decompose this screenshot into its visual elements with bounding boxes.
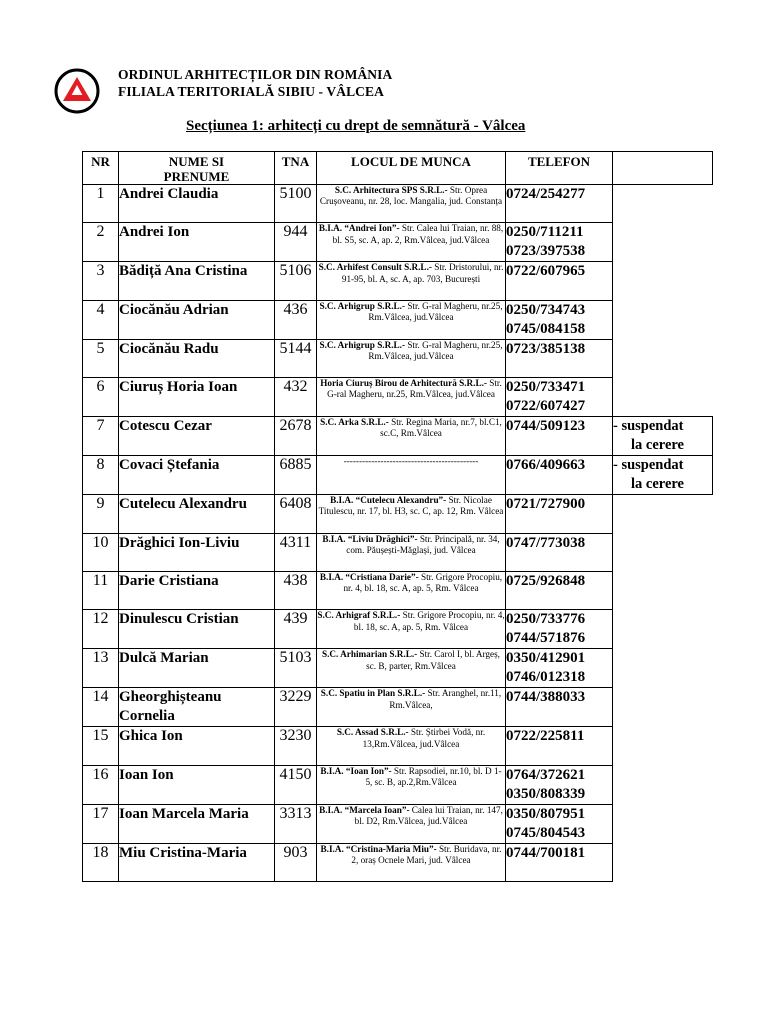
table-row <box>83 456 713 495</box>
workplace-company: B.I.A. “Liviu Drăghici”- <box>322 533 418 544</box>
row-number: 9 <box>83 495 119 533</box>
row-number: 3 <box>83 262 119 300</box>
row-number: 14 <box>83 688 119 727</box>
status-note-empty <box>613 688 713 727</box>
tna-number: 6885 <box>275 456 317 495</box>
table-row <box>83 262 713 300</box>
architect-name: Gheorghișteanu Cornelia <box>119 688 275 727</box>
tna-number: 436 <box>275 300 317 339</box>
phone-secondary: 0350/808339 <box>506 785 586 802</box>
phone-numbers <box>506 223 613 262</box>
col-header-blank <box>613 152 713 185</box>
tna-number: 5106 <box>275 262 317 300</box>
row-number: 2 <box>83 223 119 262</box>
row-number: 6 <box>83 378 119 417</box>
status-note-empty <box>613 804 713 843</box>
phone-primary: 0250/711211 <box>506 224 584 241</box>
row-number: 11 <box>83 571 119 609</box>
tna-number: 5103 <box>275 649 317 688</box>
phone-numbers <box>506 378 613 417</box>
architect-name: Ghica Ion <box>119 727 275 765</box>
architect-name: Dulcă Marian <box>119 649 275 688</box>
phone-numbers <box>506 417 613 456</box>
col-header-name-line1: NUME SI <box>168 154 225 169</box>
workplace-address: Calea lui Traian, nr. 147, bl. D2, Rm.Vâlcea, jud.Vâlcea <box>354 804 503 827</box>
status-note-empty <box>613 571 713 609</box>
tna-number: 4150 <box>275 765 317 804</box>
phone-numbers <box>506 843 613 881</box>
workplace-company: B.I.A. “Cristina-Maria Miu”- <box>320 843 437 854</box>
tna-number: 5100 <box>275 185 317 223</box>
workplace-address: Str. Grigore Procopiu, nr. 4, bl. 18, sc. A, ap. 5, Rm. Vâlcea <box>353 610 505 632</box>
phone-primary: 0250/733776 <box>506 611 586 628</box>
table-row <box>83 339 713 377</box>
col-header-tel: TELEFON <box>506 152 613 185</box>
phone-numbers <box>506 727 613 765</box>
row-number: 1 <box>83 185 119 223</box>
workplace-address: Str. Știrbei Vodă, nr. 13,Rm.Vâlcea, jud.Vâlcea <box>362 727 486 749</box>
workplace-address: Str. G-ral Magheru, nr.25, Rm.Vâlcea, jud.Vâlcea <box>368 339 503 362</box>
workplace <box>317 804 506 843</box>
workplace-company: S.C. Arhigraf S.R.L.- <box>317 610 401 621</box>
workplace-company: B.I.A. “Marcela Ioan”- <box>319 804 410 815</box>
workplace-company: Horia Ciuruș Birou de Arhitectură S.R.L.- <box>320 378 487 389</box>
organization-header <box>118 66 392 100</box>
tna-number: 6408 <box>275 495 317 533</box>
phone-numbers <box>506 185 613 223</box>
phone-numbers <box>506 804 613 843</box>
table-row <box>83 649 713 688</box>
phone-numbers <box>506 610 613 649</box>
status-note-line2: la cerere <box>631 476 684 493</box>
architect-name: Dinulescu Cristian <box>119 610 275 649</box>
row-number: 18 <box>83 843 119 881</box>
phone-numbers <box>506 262 613 300</box>
phone-primary: 0350/412901 <box>506 650 586 667</box>
phone-primary: 0744/509123 <box>506 418 586 435</box>
status-note-empty <box>613 339 713 377</box>
workplace-company: S.C. Arhigrup S.R.L.- <box>319 339 406 350</box>
tna-number: 4311 <box>275 533 317 571</box>
status-note-empty <box>613 495 713 533</box>
table-row <box>83 300 713 339</box>
phone-numbers <box>506 533 613 571</box>
workplace-company: S.C. Spatiu in Plan S.R.L.- <box>320 688 426 699</box>
workplace <box>317 223 506 262</box>
status-note <box>613 456 713 495</box>
phone-secondary: 0745/804543 <box>506 824 586 841</box>
architect-name: Miu Cristina-Maria <box>119 843 275 881</box>
architects-table <box>82 151 713 882</box>
workplace <box>317 456 506 495</box>
status-note-empty <box>613 765 713 804</box>
status-note-empty <box>613 533 713 571</box>
tna-number: 439 <box>275 610 317 649</box>
workplace <box>317 649 506 688</box>
workplace-address: -------------------------------------------- <box>343 456 479 467</box>
workplace-address: Str. Regina Maria, nr.7, bl.C1, sc.C, Rm.Vâlcea <box>380 417 502 439</box>
phone-primary: 0724/254277 <box>506 186 586 202</box>
table-row <box>83 765 713 804</box>
workplace <box>317 610 506 649</box>
phone-primary: 0744/700181 <box>506 844 586 861</box>
status-note-line1: - suspendat <box>613 418 684 435</box>
table-row <box>83 495 713 533</box>
row-number: 7 <box>83 417 119 456</box>
workplace <box>317 843 506 881</box>
phone-secondary: 0745/084158 <box>506 320 586 337</box>
row-number: 5 <box>83 339 119 377</box>
status-note-empty <box>613 610 713 649</box>
phone-primary: 0721/727900 <box>506 496 586 513</box>
workplace-address: Str. G-ral Magheru, nr.25, Rm.Vâlcea, jud.Vâlcea <box>368 300 503 323</box>
workplace <box>317 339 506 377</box>
tna-number: 903 <box>275 843 317 881</box>
phone-numbers <box>506 495 613 533</box>
status-note-line1: - suspendat <box>613 457 684 474</box>
phone-secondary: 0746/012318 <box>506 669 586 686</box>
workplace-address: Str. Nicolae Titulescu, nr. 17, bl. H3, sc. C, ap. 12, Rm. Vâlcea <box>318 495 504 517</box>
org-name: ORDINUL ARHITECȚILOR DIN ROMÂNIA <box>118 67 393 82</box>
architect-name: Ioan Ion <box>119 765 275 804</box>
workplace-address: Str. Buridava, nr. 2, oraș Ocnele Mari, jud. Vâlcea <box>351 843 502 866</box>
col-header-name <box>119 152 275 185</box>
workplace <box>317 417 506 456</box>
workplace-company: S.C. Arhimarian S.R.L.- <box>322 649 418 660</box>
workplace <box>317 378 506 417</box>
workplace <box>317 727 506 765</box>
phone-primary: 0744/388033 <box>506 689 586 706</box>
phone-secondary: 0722/607427 <box>506 398 586 415</box>
status-note-empty <box>613 649 713 688</box>
phone-primary: 0350/807951 <box>506 805 586 822</box>
workplace <box>317 262 506 300</box>
table-row <box>83 804 713 843</box>
phone-secondary: 0744/571876 <box>506 630 586 647</box>
architect-name: Darie Cristiana <box>119 571 275 609</box>
workplace-company: S.C. Assad S.R.L.- <box>336 727 409 738</box>
workplace-company: S.C. Arka S.R.L.- <box>320 417 389 428</box>
tna-number: 5144 <box>275 339 317 377</box>
status-note <box>613 417 713 456</box>
workplace-address: Str. Carol I, bl. Argeș, sc. B, parter, Rm.Vâlcea <box>366 649 500 671</box>
phone-numbers <box>506 300 613 339</box>
row-number: 15 <box>83 727 119 765</box>
architect-name: Andrei Claudia <box>119 185 275 223</box>
status-note-empty <box>613 300 713 339</box>
workplace <box>317 688 506 727</box>
table-row <box>83 417 713 456</box>
architect-name: Ioan Marcela Maria <box>119 804 275 843</box>
workplace-company: S.C. Arhigrup S.R.L.- <box>319 300 406 311</box>
workplace <box>317 495 506 533</box>
table-row <box>83 533 713 571</box>
phone-numbers <box>506 688 613 727</box>
status-note-empty <box>613 262 713 300</box>
phone-numbers <box>506 649 613 688</box>
workplace-company: B.I.A. “Cutelecu Alexandru”- <box>330 495 447 506</box>
tna-number: 2678 <box>275 417 317 456</box>
phone-primary: 0766/409663 <box>506 457 586 474</box>
table-header-row <box>83 152 713 185</box>
tna-number: 3313 <box>275 804 317 843</box>
workplace-company: S.C. Arhifest Consult S.R.L.- <box>318 262 432 273</box>
row-number: 12 <box>83 610 119 649</box>
phone-primary: 0250/734743 <box>506 301 586 318</box>
status-note-empty <box>613 185 713 223</box>
table-row <box>83 185 713 223</box>
org-branch: FILIALA TERITORIALĂ SIBIU - VÂLCEA <box>118 84 384 99</box>
phone-numbers <box>506 765 613 804</box>
row-number: 13 <box>83 649 119 688</box>
row-number: 17 <box>83 804 119 843</box>
phone-primary: 0725/926848 <box>506 572 586 589</box>
workplace-address: Str. Rapsodiei, nr.10, bl. D 1-5, sc. B, ap.2,Rm.Vâlcea <box>365 765 502 788</box>
tna-number: 3230 <box>275 727 317 765</box>
workplace-address: Str. Principală, nr. 34, com. Păușești-Măglași, jud. Vâlcea <box>346 533 500 555</box>
col-header-nr: NR <box>83 152 119 185</box>
workplace-company: B.I.A. “Ioan Ion”- <box>320 765 392 776</box>
status-note-empty <box>613 378 713 417</box>
col-header-tna: TNA <box>275 152 317 185</box>
status-note-empty <box>613 843 713 881</box>
phone-numbers <box>506 571 613 609</box>
architect-name: Bădiță Ana Cristina <box>119 262 275 300</box>
table-row <box>83 688 713 727</box>
row-number: 8 <box>83 456 119 495</box>
tna-number: 438 <box>275 571 317 609</box>
architect-name: Andrei Ion <box>119 223 275 262</box>
workplace <box>317 571 506 609</box>
phone-primary: 0747/773038 <box>506 534 586 551</box>
col-header-loc: LOCUL DE MUNCA <box>317 152 506 185</box>
workplace-company: B.I.A. “Cristiana Darie”- <box>319 571 419 582</box>
table-row <box>83 223 713 262</box>
workplace-address: Str. Oprea Crușoveanu, nr. 28, loc. Mangalia, jud. Constanța <box>319 185 503 207</box>
workplace-address: Str. Calea lui Traian, nr. 88, bl. S5, sc. A, ap. 2, Rm.Vâlcea, jud.Vâlcea <box>332 223 504 245</box>
tna-number: 3229 <box>275 688 317 727</box>
table-row <box>83 610 713 649</box>
status-note-line2: la cerere <box>631 437 684 454</box>
architect-name: Covaci Ștefania <box>119 456 275 495</box>
workplace-address: Str. Aranghel, nr.11, Rm.Vâlcea, <box>389 688 502 710</box>
table-row <box>83 727 713 765</box>
status-note-empty <box>613 727 713 765</box>
workplace <box>317 300 506 339</box>
architect-name: Ciocănău Adrian <box>119 300 275 339</box>
workplace-company: B.I.A. “Andrei Ion”- <box>318 223 400 234</box>
workplace <box>317 185 506 223</box>
architect-name: Cutelecu Alexandru <box>119 495 275 533</box>
section-title: Secțiunea 1: arhitecți cu drept de semnătură - Vâlcea <box>186 118 526 134</box>
phone-primary: 0250/733471 <box>506 379 586 396</box>
oar-logo <box>54 68 100 114</box>
phone-primary: 0722/225811 <box>506 728 585 745</box>
workplace-company: S.C. Arhitectura SPS S.R.L.- <box>334 185 448 195</box>
architect-name: Ciuruș Horia Ioan <box>119 378 275 417</box>
phone-secondary: 0723/397538 <box>506 243 586 260</box>
workplace-address: Str. G-ral Magheru, nr.25, Rm.Vâlcea, jud.Vâlcea <box>327 378 502 400</box>
tna-number: 944 <box>275 223 317 262</box>
table-row <box>83 571 713 609</box>
architect-name: Ciocănău Radu <box>119 339 275 377</box>
architect-name: Cotescu Cezar <box>119 417 275 456</box>
phone-primary: 0722/607965 <box>506 263 586 280</box>
status-note-empty <box>613 223 713 262</box>
phone-numbers <box>506 456 613 495</box>
workplace-address: Str. Grigore Procopiu, nr. 4, bl. 18, sc. A, ap. 5, Rm. Vâlcea <box>343 571 503 594</box>
architect-name: Drăghici Ion-Liviu <box>119 533 275 571</box>
col-header-name-line2: PRENUME <box>163 169 230 184</box>
row-number: 4 <box>83 300 119 339</box>
phone-primary: 0723/385138 <box>506 340 586 357</box>
workplace-address: Str. Dristorului, nr. 91-95, bl. A, sc. A, ap. 703, București <box>341 262 504 284</box>
tna-number: 432 <box>275 378 317 417</box>
phone-numbers <box>506 339 613 377</box>
table-row <box>83 378 713 417</box>
table-row <box>83 843 713 881</box>
row-number: 10 <box>83 533 119 571</box>
workplace <box>317 533 506 571</box>
row-number: 16 <box>83 765 119 804</box>
phone-primary: 0764/372621 <box>506 766 586 783</box>
workplace <box>317 765 506 804</box>
